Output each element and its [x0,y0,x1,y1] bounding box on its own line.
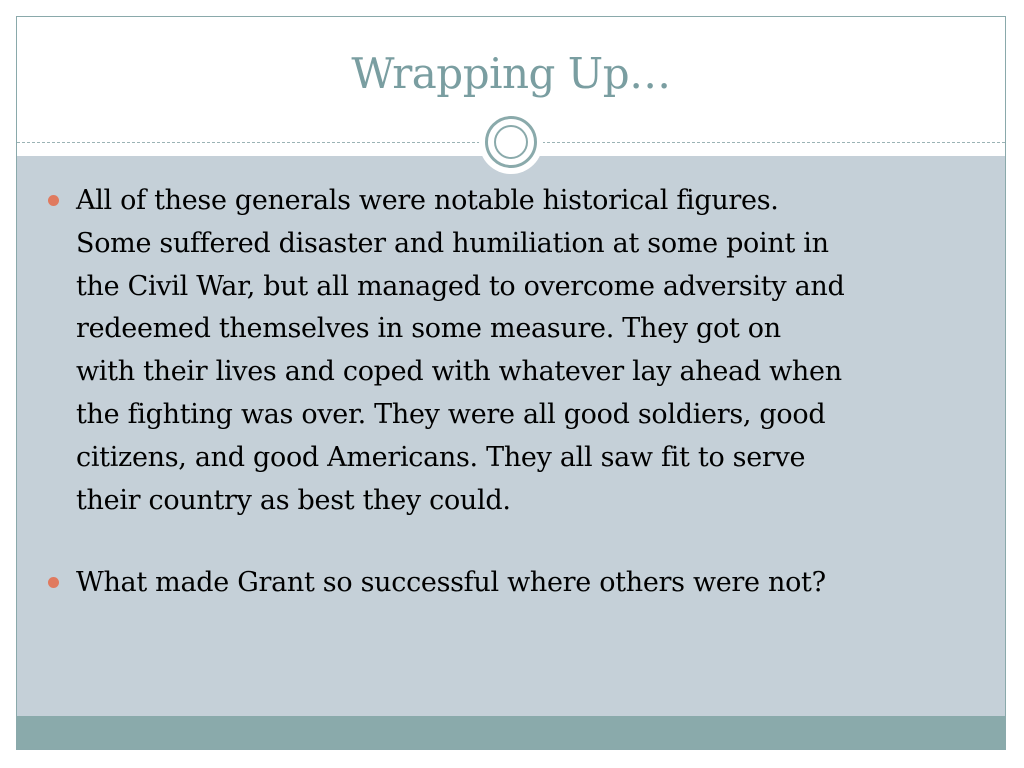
bullet-dot-icon [48,577,59,588]
bullet-item [44,562,984,605]
ring-ornament-inner [494,125,528,159]
bullet-dot-icon [48,195,59,206]
bullet-item [44,180,984,522]
ring-ornament-icon [485,116,537,168]
bullet-text: What made Grant so successful where others were not? [76,567,826,599]
bullet-text: All of these generals were notable historical figures. Some suffered disaster and humiliation at some point in the Civil War, but all managed to overcome adversity and redeemed themselves in some measure. They got on with their lives and coped with whatever lay ahead when the fighting was over. They were all good soldiers, good citizens, and good Americans. They all saw fit to serve their country as best they could. [76,185,845,516]
footer-accent-bar [17,716,1005,749]
slide-title: Wrapping Up… [351,49,671,98]
bullet-list [44,180,984,605]
